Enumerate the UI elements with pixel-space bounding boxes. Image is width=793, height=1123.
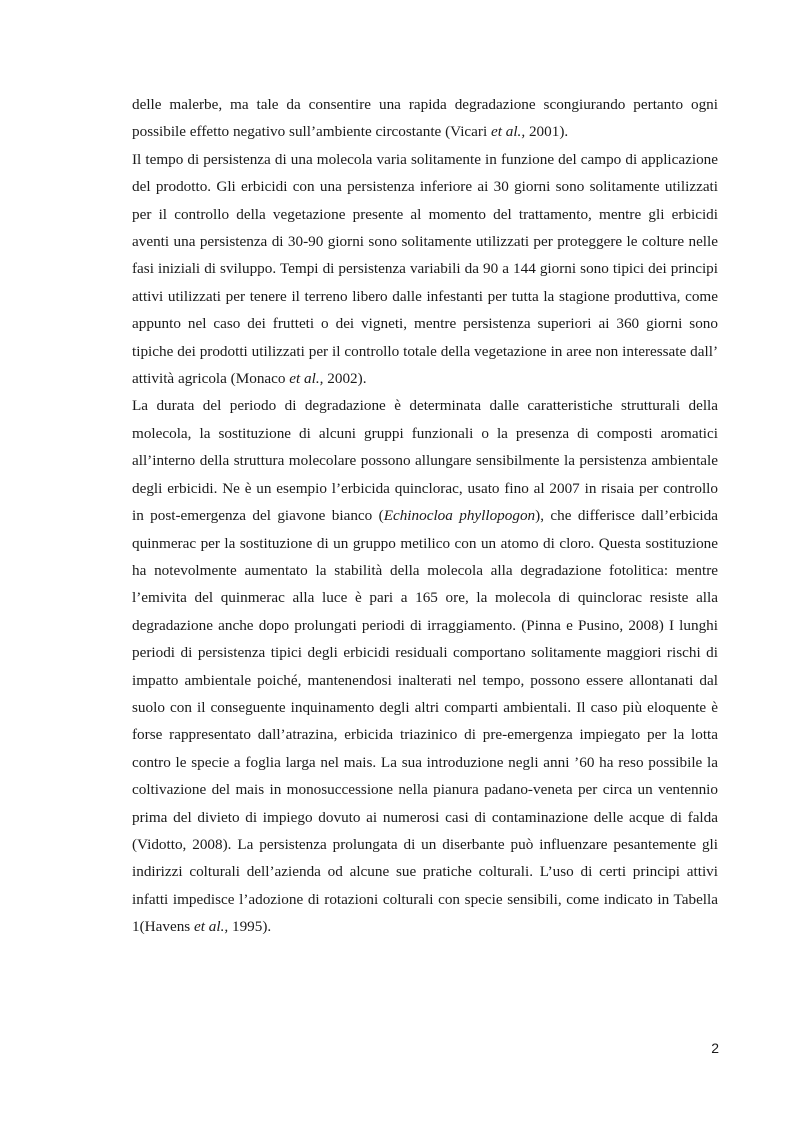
text-run-italic: et al., (490, 123, 526, 141)
text-run: delle malerbe, ma tale da consentire una rapida degradazione scongiurando pertanto ogni possibile effetto negativo sull’ambiente circostante (Vicari (132, 96, 718, 141)
text-run: 2001). (525, 123, 569, 141)
text-run: ), che differisce dall’erbicida quinmerac per la sostituzione di un gruppo metilico con un atomo di cloro. Questa sostituzione ha notevolmente aumentato la stabilità della molecola alla degradazione fotolitica: mentre l’emivita del quinmerac alla luce è pari a 165 ore, la molecola di quinclorac resiste alla degradazione anche dopo prolungati periodi di irraggiamento. (Pinna e Pusino, 2008) I lunghi periodi di persistenza tipici degli erbicidi residuali comportano solitamente maggiori rischi di impatto ambientale poiché, mantenendosi inalterati nel tempo, possono essere allontanati dal suolo con il conseguente inquinamento degli altri comparti ambientali. Il caso più eloquente è forse rappresentato dall’atrazina, erbicida triazinico di pre-emergenza impiegato per la lotta contro le specie a foglia larga nel mais. La sua introduzione negli anni ’60 ha reso possibile la coltivazione del mais in monosuccessione nella pianura padano-veneta per circa un ventennio prima del divieto di impiego dovuto ai numerosi casi di contaminazione delle acque di falda (Vidotto, 2008). La persistenza prolungata di un diserbante può influenzare pesantemente gli indirizzi colturali dell’azienda od alcune sue pratiche colturali. L’uso di certi principi attivi infatti impedisce l’adozione di rotazioni colturali con specie sensibili, come indicato in Tabella 1(Havens (132, 507, 718, 936)
text-run: 1995). (228, 918, 272, 936)
text-run-italic: Echinocloa phyllopogon (383, 507, 536, 525)
paragraph-2 (132, 146, 718, 393)
body-text (132, 91, 718, 941)
text-run-italic: et al., (194, 918, 229, 936)
text-run: Il tempo di persistenza di una molecola varia solitamente in funzione del campo di applicazione del prodotto. Gli erbicidi con una persistenza inferiore ai 30 giorni sono solitamente utilizzati per il controllo della vegetazione presente al momento del trattamento, mentre gli erbicidi aventi una persistenza di 30-90 giorni sono solitamente utilizzati per proteggere le colture nelle fasi iniziali di sviluppo. Tempi di persistenza variabili da 90 a 144 giorni sono tipici dei principi attivi utilizzati per tenere il terreno libero dalle infestanti per tutta la stagione produttiva, come appunto nel caso dei frutteti o dei vigneti, mentre persistenza superiori ai 360 giorni sono tipiche dei prodotti utilizzati per il controllo totale della vegetazione in aree non interessate dall’ attività agricola (Monaco (132, 150, 718, 388)
text-run: La durata del periodo di degradazione è determinata dalle caratteristiche strutturali della molecola, la sostituzione di alcuni gruppi funzionali o la presenza di composti aromatici all’interno della struttura molecolare possono allungare sensibilmente la persistenza ambientale degli erbicidi. Ne è un esempio l’erbicida quinclorac, usato fino al 2007 in risaia per controllo in post-emergenza del giavone bianco ( (132, 397, 718, 525)
paragraph-3 (132, 392, 718, 940)
text-run: 2002). (323, 370, 367, 388)
paragraph-1 (132, 91, 718, 146)
text-run-italic: et al., (289, 370, 324, 388)
page-number: 2 (711, 1040, 719, 1056)
